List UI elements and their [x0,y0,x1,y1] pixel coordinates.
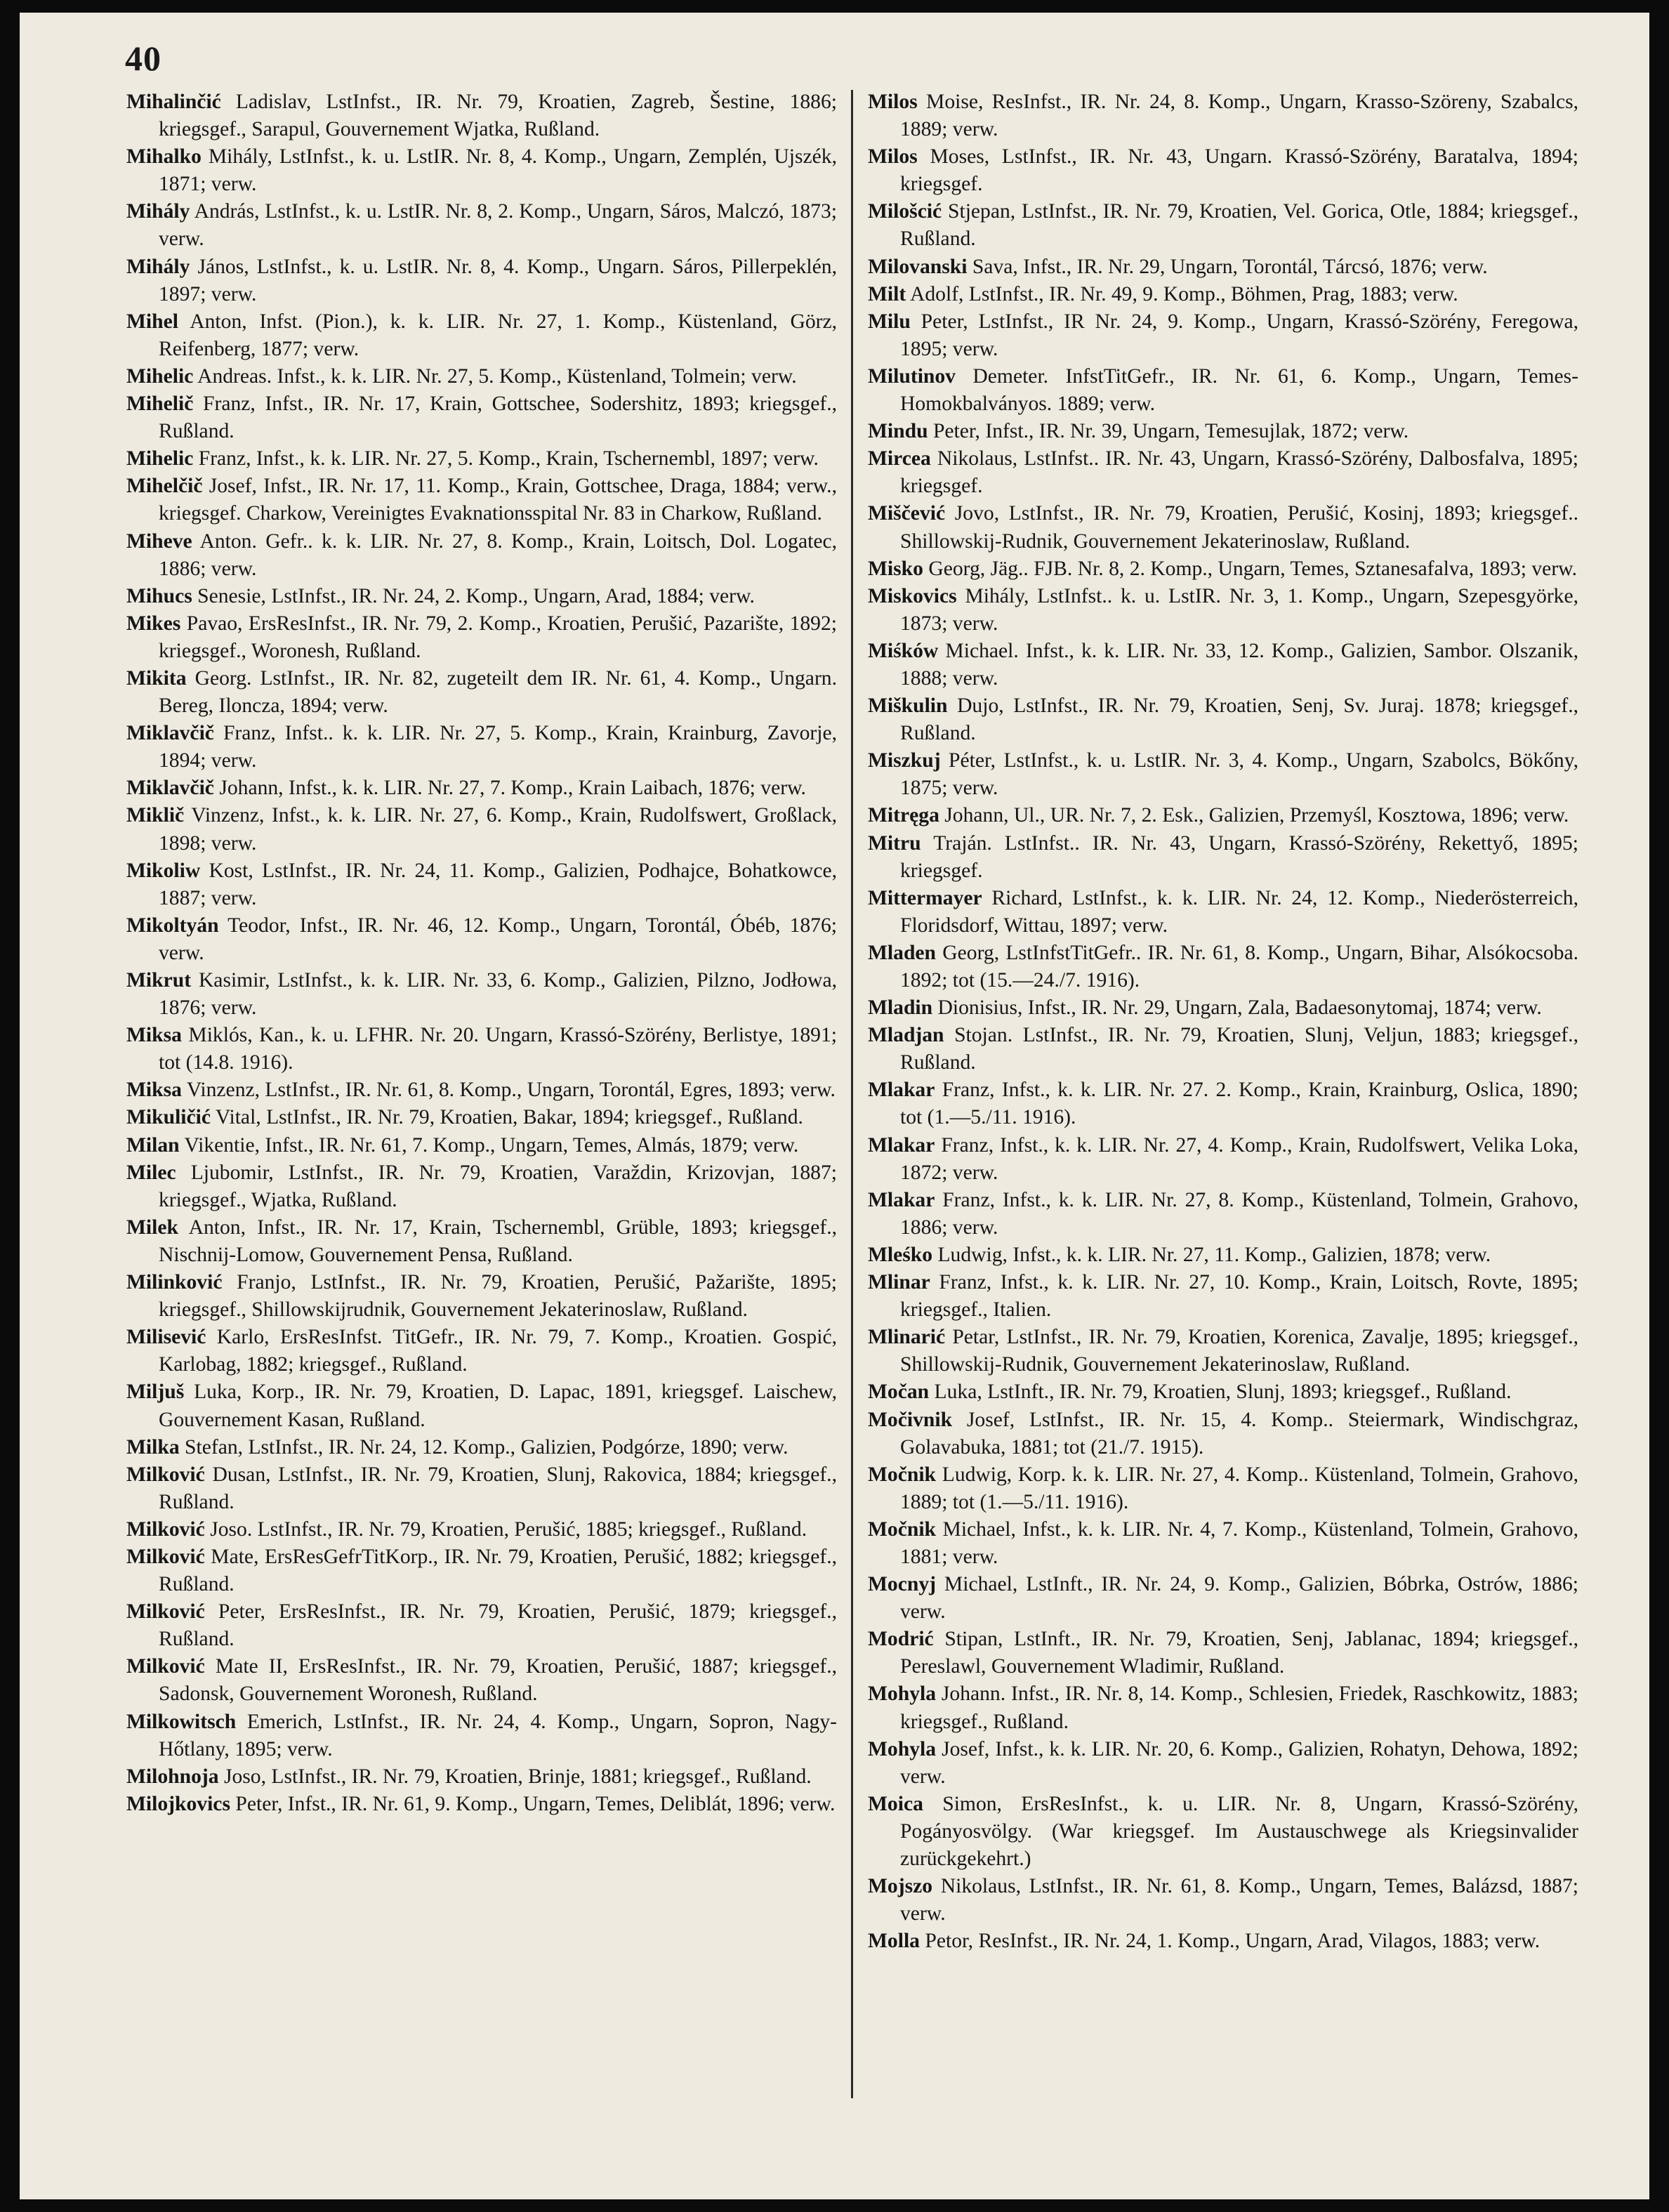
entry-details: Petor, ResInfst., IR. Nr. 24, 1. Komp., Ungarn, Arad, Vilagos, 1883; verw. [925,1930,1541,1953]
entry-surname: Milković [126,1463,205,1486]
entry-surname: Miksa [126,1079,182,1102]
entry-surname: Mlakar [868,1079,935,1102]
entry-surname: Mlakar [868,1188,935,1211]
entry-surname: Miksa [126,1024,182,1047]
register-entry [126,1214,837,1269]
register-entry [126,1709,837,1763]
entry-surname: Milohnoja [126,1765,219,1788]
register-entry [126,1022,837,1077]
entry-details: Traján. LstInfst.. IR. Nr. 43, Ungarn, Krassó-Szörény, Rekettyő, 1895; kriegsgef. [900,831,1578,882]
entry-surname: Mihelic [126,447,194,470]
page-number: 40 [125,39,161,78]
entry-details: Josef, Infst., IR. Nr. 17, 11. Komp., Krain, Gottschee, Draga, 1884; verw., kriegsgef. Charkow, Vereinigtes Evaknationsspital Nr. 83 in Charkow, Rußland. [159,475,837,525]
entry-details: Péter, LstInfst., k. u. LstIR. Nr. 3, 4. Komp., Ungarn, Szabolcs, Bökőny, 1875; verw. [900,749,1578,800]
register-entry [126,1132,837,1159]
register-entry [868,308,1578,363]
register-entry [868,500,1578,555]
entry-details: Luka, Korp., IR. Nr. 79, Kroatien, D. Lapac, 1891, kriegsgef. Laischew, Gouvernement Kasan, Rußland. [159,1381,838,1431]
entry-details: Georg, Jäg.. FJB. Nr. 8, 2. Komp., Ungarn, Temes, Sztanesafalva, 1893; verw. [928,557,1578,580]
register-entry [868,1873,1578,1928]
entry-surname: Mohyla [868,1737,937,1760]
entry-surname: Milisević [126,1326,206,1349]
entry-details: Ludwig, Korp. k. k. LIR. Nr. 27, 4. Komp.. Küstenland, Tolmein, Grahovo, 1889; tot (1.—5./11. 1916). [900,1463,1579,1513]
entry-details: Ljubomir, LstInfst., IR. Nr. 79, Kroatien, Varaždin, Krizovjan, 1887; kriegsgef., Wjatka, Rußland. [159,1161,837,1211]
entry-surname: Modrić [868,1628,934,1651]
entry-surname: Mircea [868,447,931,470]
register-entry [868,1516,1578,1571]
entry-details: Peter, ErsResInfst., IR. Nr. 79, Kroatien, Perušić, 1879; kriegsgef., Rußland. [159,1600,837,1651]
entry-surname: Mihucs [126,584,192,607]
entry-surname: Mikoliw [126,859,201,882]
entry-surname: Milt [868,282,906,305]
entry-details: Franz, Infst., k. k. LIR. Nr. 27, 8. Komp., Küstenland, Tolmein, Grahovo, 1886; verw. [900,1188,1579,1239]
entry-details: János, LstInfst., k. u. LstIR. Nr. 8, 4. Komp., Ungarn. Sáros, Pillerpeklén, 1897; verw. [159,255,837,305]
register-entry [126,1598,837,1653]
register-entry [868,830,1578,885]
entry-surname: Miskovics [868,584,957,607]
register-entry [868,1928,1578,1955]
register-entry [868,692,1578,747]
left-column [126,88,837,1818]
entry-details: Simon, ErsResInfst., k. u. LIR. Nr. 8, Ungarn, Krassó-Szörény, Pogányosvölgy. (War kriegsgef. Im Austauschwege als Kriegsinvalider zurückgekehrt.) [900,1792,1578,1870]
entry-surname: Milek [126,1216,178,1239]
register-entry [126,1791,837,1818]
document-page [20,13,1649,2199]
entry-details: Vital, LstInfst., IR. Nr. 79, Kroatien, Bakar, 1894; kriegsgef., Rußland. [215,1106,803,1129]
register-entry [868,445,1578,500]
register-entry [868,1407,1578,1461]
entry-details: Franz, Infst.. k. k. LIR. Nr. 27, 5. Komp., Krain, Krainburg, Zavorje, 1894; verw. [159,722,837,772]
entry-surname: Močan [868,1381,930,1404]
entry-details: Emerich, LstInfst., IR. Nr. 24, 4. Komp., Ungarn, Sopron, Nagy-Hőtlany, 1895; verw. [159,1710,837,1760]
entry-details: Josef, Infst., k. k. LIR. Nr. 20, 6. Komp., Galizien, Rohatyn, Dehowa, 1892; verw. [900,1737,1578,1788]
entry-details: Moise, ResInfst., IR. Nr. 24, 8. Komp., Ungarn, Krasso-Szöreny, Szabalcs, 1889; verw. [900,91,1578,141]
entry-surname: Milković [126,1518,205,1541]
register-entry [868,281,1578,308]
entry-surname: Miklič [126,804,185,827]
entry-surname: Mladin [868,996,933,1020]
entry-surname: Milec [126,1161,176,1184]
entry-details: Demeter. InfstTitGefr., IR. Nr. 61, 6. Komp., Ungarn, Temes-Homokbalványos. 1889; verw. [900,364,1578,416]
entry-details: Michael. Infst., k. k. LIR. Nr. 33, 12. Komp., Galizien, Sambor. Olszanik, 1888; verw. [900,639,1579,690]
right-column [868,88,1578,1955]
entry-details: Franjo, LstInfst., IR. Nr. 79, Kroatien, Perušić, Pažarište, 1895; kriegsgef., Shillowskijrudnik, Gouvernement Jekaterinoslaw, Rußland. [159,1271,837,1322]
entry-surname: Milka [126,1435,180,1459]
register-entry [868,1791,1578,1873]
entry-surname: Mihalinčić [126,91,221,113]
entry-surname: Mitręga [868,804,939,827]
entry-details: Anton, Infst., IR. Nr. 17, Krain, Tschernembl, Grüble, 1893; kriegsgef., Nischnij-Lomow, Gouvernement Pensa, Rußland. [159,1216,838,1266]
entry-surname: Mihalko [126,145,202,169]
register-entry [868,1571,1578,1626]
entry-details: Stojan. LstInfst., IR. Nr. 79, Kroatien, Slunj, Veljun, 1883; kriegsgef., Rußland. [900,1024,1578,1074]
entry-details: Vikentie, Infst., IR. Nr. 61, 7. Komp., Ungarn, Temes, Almás, 1879; verw. [184,1133,799,1157]
entry-surname: Miheve [126,529,192,553]
entry-surname: Moica [868,1792,923,1815]
entry-details: Pavao, ErsResInfst., IR. Nr. 79, 2. Komp., Kroatien, Perušić, Pazarište, 1892; kriegsgef., Woronesh, Rußland. [159,612,837,662]
entry-surname: Močivnik [868,1408,953,1431]
register-entry [868,940,1578,994]
entry-surname: Milošcić [868,200,942,223]
register-entry [868,1378,1578,1406]
entry-details: Petar, LstInfst., IR. Nr. 79, Kroatien, Korenica, Zavalje, 1895; kriegsgef., Shillowskij-Rudnik, Gouvernement Jekaterinoslaw, Rußland. [900,1326,1578,1376]
register-entry [868,198,1578,253]
entry-surname: Mikes [126,612,181,635]
entry-surname: Milovanski [868,255,968,278]
entry-surname: Mihelic [126,364,194,388]
register-entry [868,1324,1578,1378]
register-entry [868,1077,1578,1131]
register-entry [868,994,1578,1022]
entry-surname: Molla [868,1930,920,1953]
entry-details: Johann, Infst., k. k. LIR. Nr. 27, 7. Komp., Krain Laibach, 1876; verw. [219,777,806,800]
entry-details: Peter, Infst., IR. Nr. 39, Ungarn, Temesujlak, 1872; verw. [932,420,1409,443]
entry-surname: Mojszo [868,1875,933,1898]
entry-surname: Mlakar [868,1133,935,1157]
register-entry [126,802,837,857]
register-entry [126,473,837,527]
entry-details: Kost, LstInfst., IR. Nr. 24, 11. Komp., Galizien, Podhajce, Bohatkowce, 1887; verw. [159,859,837,909]
entry-details: Georg, LstInfstTitGefr.. IR. Nr. 61, 8. Komp., Ungarn, Bihar, Alsókocsoba. 1892; tot (15.—24./7. 1916). [900,941,1578,992]
register-entry [868,88,1578,143]
entry-surname: Mitru [868,831,921,855]
entry-surname: Miśków [868,639,939,662]
entry-surname: Milojkovics [126,1792,230,1815]
entry-surname: Mikoltyán [126,914,219,937]
entry-details: Mate, ErsResGefrTitKorp., IR. Nr. 79, Kroatien, Perušić, 1882; kriegsgef., Rußland. [159,1545,837,1596]
register-entry [126,583,837,610]
register-entry [126,857,837,912]
entry-details: Peter, LstInfst., IR Nr. 24, 9. Komp., Ungarn, Krassó-Szörény, Feregowa, 1895; verw. [900,310,1579,360]
entry-surname: Mikrut [126,969,192,992]
entry-surname: Milkowitsch [126,1710,237,1733]
register-entry [126,1763,837,1791]
register-entry [126,1653,837,1708]
entry-details: Anton. Gefr.. k. k. LIR. Nr. 27, 8. Komp., Krain, Loitsch, Dol. Logatec, 1886; verw. [159,529,837,580]
entry-details: Peter, Infst., IR. Nr. 61, 9. Komp., Ungarn, Temes, Deliblát, 1896; verw. [235,1792,836,1815]
entry-details: Vinzenz, Infst., k. k. LIR. Nr. 27, 6. Komp., Krain, Rudolfswert, Großlack, 1898; verw. [159,804,837,855]
register-entry [126,363,837,390]
entry-surname: Milos [868,91,918,113]
entry-details: Stefan, LstInfst., IR. Nr. 24, 12. Komp., Galizien, Podgórze, 1890; verw. [185,1435,789,1459]
register-entry [868,1022,1578,1077]
entry-surname: Mohyla [868,1683,937,1706]
column-divider [851,90,853,2098]
entry-surname: Milković [126,1545,205,1568]
entry-surname: Mleśko [868,1243,933,1266]
entry-surname: Milan [126,1133,180,1157]
register-entry [126,1104,837,1131]
register-entry [126,912,837,967]
register-entry [868,1242,1578,1269]
entry-surname: Mindu [868,420,928,443]
entry-details: Franz, Infst., k. k. LIR. Nr. 27, 10. Komp., Krain, Loitsch, Rovte, 1895; kriegsgef., Italien. [900,1271,1579,1322]
entry-details: Dionisius, Infst., IR. Nr. 29, Ungarn, Zala, Badaesonytomaj, 1874; verw. [937,996,1542,1020]
register-entry [126,390,837,445]
entry-details: Teodor, Infst., IR. Nr. 46, 12. Komp., Ungarn, Torontál, Óbéb, 1876; verw. [159,914,837,964]
entry-details: Miklós, Kan., k. u. LFHR. Nr. 20. Ungarn, Krassó-Szörény, Berlistye, 1891; tot (14.8. 1916). [159,1024,837,1074]
register-entry [126,1324,837,1378]
entry-details: Joso, LstInfst., IR. Nr. 79, Kroatien, Brinje, 1881; kriegsgef., Rußland. [223,1765,812,1788]
entry-details: Dujo, LstInfst., IR. Nr. 79, Kroatien, Senj, Sv. Juraj. 1878; kriegsgef., Rußland. [900,694,1578,745]
entry-details: Stjepan, LstInfst., IR. Nr. 79, Kroatien, Vel. Gorica, Otle, 1884; kriegsgef., Rußland. [900,200,1579,251]
register-entry [868,1187,1578,1242]
entry-surname: Misko [868,557,923,580]
entry-details: András, LstInfst., k. u. LstIR. Nr. 8, 2. Komp., Ungarn, Sáros, Malczó, 1873; verw. [159,200,837,251]
entry-details: Franz, Infst., k. k. LIR. Nr. 27, 4. Komp., Krain, Rudolfswert, Velika Loka, 1872; verw. [900,1133,1579,1184]
register-entry [868,885,1578,940]
register-entry [126,1434,837,1461]
entry-surname: Mihály [126,200,190,223]
register-entry [868,583,1578,638]
entry-details: Karlo, ErsResInfst. TitGefr., IR. Nr. 79, 7. Komp., Kroatien. Gospić, Karlobag, 1882; kriegsgef., Rußland. [159,1326,837,1376]
entry-details: Vinzenz, LstInfst., IR. Nr. 61, 8. Komp., Ungarn, Torontál, Egres, 1893; verw. [186,1079,836,1102]
entry-surname: Močnik [868,1518,937,1541]
entry-surname: Mlinar [868,1271,930,1294]
entry-details: Kasimir, LstInfst., k. k. LIR. Nr. 33, 6. Komp., Galizien, Pilzno, Jodłowa, 1876; verw. [159,969,837,1020]
entry-details: Sava, Infst., IR. Nr. 29, Ungarn, Torontál, Tárcsó, 1876; verw. [972,255,1488,278]
entry-details: Nikolaus, LstInfst.. IR. Nr. 43, Ungarn, Krassó-Szörény, Dalbosfalva, 1895; kriegsgef. [900,447,1578,498]
entry-surname: Mihel [126,310,178,333]
entry-surname: Milu [868,310,911,333]
entry-surname: Mihelčič [126,475,203,498]
entry-details: Franz, Infst., k. k. LIR. Nr. 27, 5. Komp., Krain, Tschernembl, 1897; verw. [198,447,819,470]
entry-details: Franz, Infst., k. k. LIR. Nr. 27. 2. Komp., Krain, Krainburg, Oslica, 1890; tot (1.—5./11. 1916). [900,1079,1579,1129]
register-entry [868,254,1578,281]
register-entry [126,1077,837,1104]
register-entry [126,610,837,665]
entry-details: Andreas. Infst., k. k. LIR. Nr. 27, 5. Komp., Küstenland, Tolmein; verw. [197,364,797,388]
entry-details: Michael, Infst., k. k. LIR. Nr. 4, 7. Komp., Küstenland, Tolmein, Grahovo, 1881; verw. [900,1518,1578,1568]
register-entry [126,775,837,802]
register-entry [126,1378,837,1433]
entry-details: Moses, LstInfst., IR. Nr. 43, Ungarn. Krassó-Szörény, Baratalva, 1894; kriegsgef. [900,145,1579,196]
entry-surname: Miljuš [126,1381,185,1404]
entry-surname: Miklavčič [126,722,214,745]
entry-details: Franz, Infst., IR. Nr. 17, Krain, Gottschee, Sodershitz, 1893; kriegsgef., Rußland. [159,393,837,443]
register-entry [126,720,837,775]
entry-details: Ladislav, LstInfst., IR. Nr. 79, Kroatien, Zagreb, Šestine, 1886; kriegsgef., Sarapul, Gouvernement Wjatka, Rußland. [159,91,837,141]
entry-surname: Miškulin [868,694,948,718]
entry-surname: Mocnyj [868,1573,936,1596]
entry-surname: Mladjan [868,1024,944,1047]
register-entry [868,1132,1578,1187]
entry-surname: Mikita [126,666,187,690]
register-entry [868,1680,1578,1735]
entry-details: Johann, Ul., UR. Nr. 7, 2. Esk., Galizien, Przemyśl, Kosztowa, 1896; verw. [944,804,1569,827]
entry-details: Luka, LstInft., IR. Nr. 79, Kroatien, Slunj, 1893; kriegsgef., Rußland. [934,1381,1512,1404]
register-entry [868,555,1578,583]
register-entry [868,143,1578,198]
entry-surname: Mikuličić [126,1106,211,1129]
entry-surname: Mlinarić [868,1326,946,1349]
entry-surname: Močnik [868,1463,937,1486]
register-entry [868,1461,1578,1516]
entry-details: Joso. LstInfst., IR. Nr. 79, Kroatien, Perušić, 1885; kriegsgef., Rußland. [210,1518,807,1541]
entry-surname: Milković [126,1600,205,1624]
entry-surname: Mihelič [126,393,194,416]
entry-details: Mihály, LstInfst.. k. u. LstIR. Nr. 3, 1. Komp., Ungarn, Szepesgyörke, 1873; verw. [900,584,1579,635]
entry-details: Georg. LstInfst., IR. Nr. 82, zugeteilt dem IR. Nr. 61, 4. Komp., Ungarn. Bereg, Iloncza, 1894; verw. [159,666,837,718]
register-entry [126,308,837,363]
entry-details: Michael, LstInft., IR. Nr. 24, 9. Komp., Galizien, Bóbrka, Ostrów, 1886; verw. [900,1573,1578,1624]
register-entry [126,1543,837,1598]
register-entry [126,1461,837,1516]
register-entry [126,967,837,1022]
register-entry [126,88,837,143]
entry-surname: Milinković [126,1271,223,1294]
register-entry [126,528,837,583]
entry-surname: Milos [868,145,918,169]
entry-details: Nikolaus, LstInfst., IR. Nr. 61, 8. Komp., Ungarn, Temes, Balázsd, 1887; verw. [900,1875,1578,1925]
register-entry [126,1269,837,1324]
entry-surname: Milković [126,1655,205,1678]
register-entry [868,418,1578,445]
register-entry [868,1269,1578,1324]
entry-details: Johann. Infst., IR. Nr. 8, 14. Komp., Schlesien, Friedek, Raschkowitz, 1883; kriegsgef., Rußland. [900,1683,1578,1733]
entry-details: Richard, LstInfst., k. k. LIR. Nr. 24, 12. Komp., Niederösterreich, Floridsdorf, Wittau, 1897; verw. [900,886,1578,937]
register-entry [868,747,1578,802]
entry-surname: Mittermayer [868,886,982,909]
entry-surname: Mladen [868,941,937,964]
entry-surname: Miklavčič [126,777,214,800]
register-entry [126,1516,837,1543]
entry-details: Jovo, LstInfst., IR. Nr. 79, Kroatien, Perušić, Kosinj, 1893; kriegsgef.. Shillowskij-Rudnik, Gouvernement Jekaterinoslaw, Rußland. [900,502,1578,553]
register-entry [126,254,837,308]
entry-surname: Miszkuj [868,749,941,772]
register-entry [868,638,1578,692]
entry-details: Mate II, ErsResInfst., IR. Nr. 79, Kroatien, Perušić, 1887; kriegsgef., Sadonsk, Gouvernement Woronesh, Rußland. [159,1655,837,1706]
register-entry [126,198,837,253]
entry-surname: Miščević [868,502,946,525]
entry-details: Adolf, LstInfst., IR. Nr. 49, 9. Komp., Böhmen, Prag, 1883; verw. [910,282,1458,305]
entry-surname: Mihály [126,255,190,278]
entry-details: Senesie, LstInfst., IR. Nr. 24, 2. Komp., Ungarn, Arad, 1884; verw. [197,584,755,607]
entry-details: Dusan, LstInfst., IR. Nr. 79, Kroatien, Slunj, Rakovica, 1884; kriegsgef., Rußland. [159,1463,837,1513]
register-entry [868,1736,1578,1791]
register-entry [868,1626,1578,1680]
entry-details: Stipan, LstInft., IR. Nr. 79, Kroatien, Senj, Jablanac, 1894; kriegsgef., Pereslawl, Gouvernement Wladimir, Rußland. [900,1628,1579,1678]
entry-details: Anton, Infst. (Pion.), k. k. LIR. Nr. 27, 1. Komp., Küstenland, Görz, Reifenberg, 1877; verw. [159,310,838,360]
entry-surname: Milutinov [868,364,956,388]
register-entry [868,363,1578,418]
register-entry [126,445,837,473]
register-entry [126,665,837,720]
entry-details: Mihály, LstInfst., k. u. LstIR. Nr. 8, 4. Komp., Ungarn, Zemplén, Ujszék, 1871; verw. [159,145,837,196]
register-entry [126,143,837,198]
entry-details: Ludwig, Infst., k. k. LIR. Nr. 27, 11. Komp., Galizien, 1878; verw. [937,1243,1491,1266]
register-entry [126,1159,837,1214]
entry-details: Josef, LstInfst., IR. Nr. 15, 4. Komp.. Steiermark, Windischgraz, Golavabuka, 1881; tot (21./7. 1915). [900,1408,1578,1459]
register-entry [868,802,1578,829]
